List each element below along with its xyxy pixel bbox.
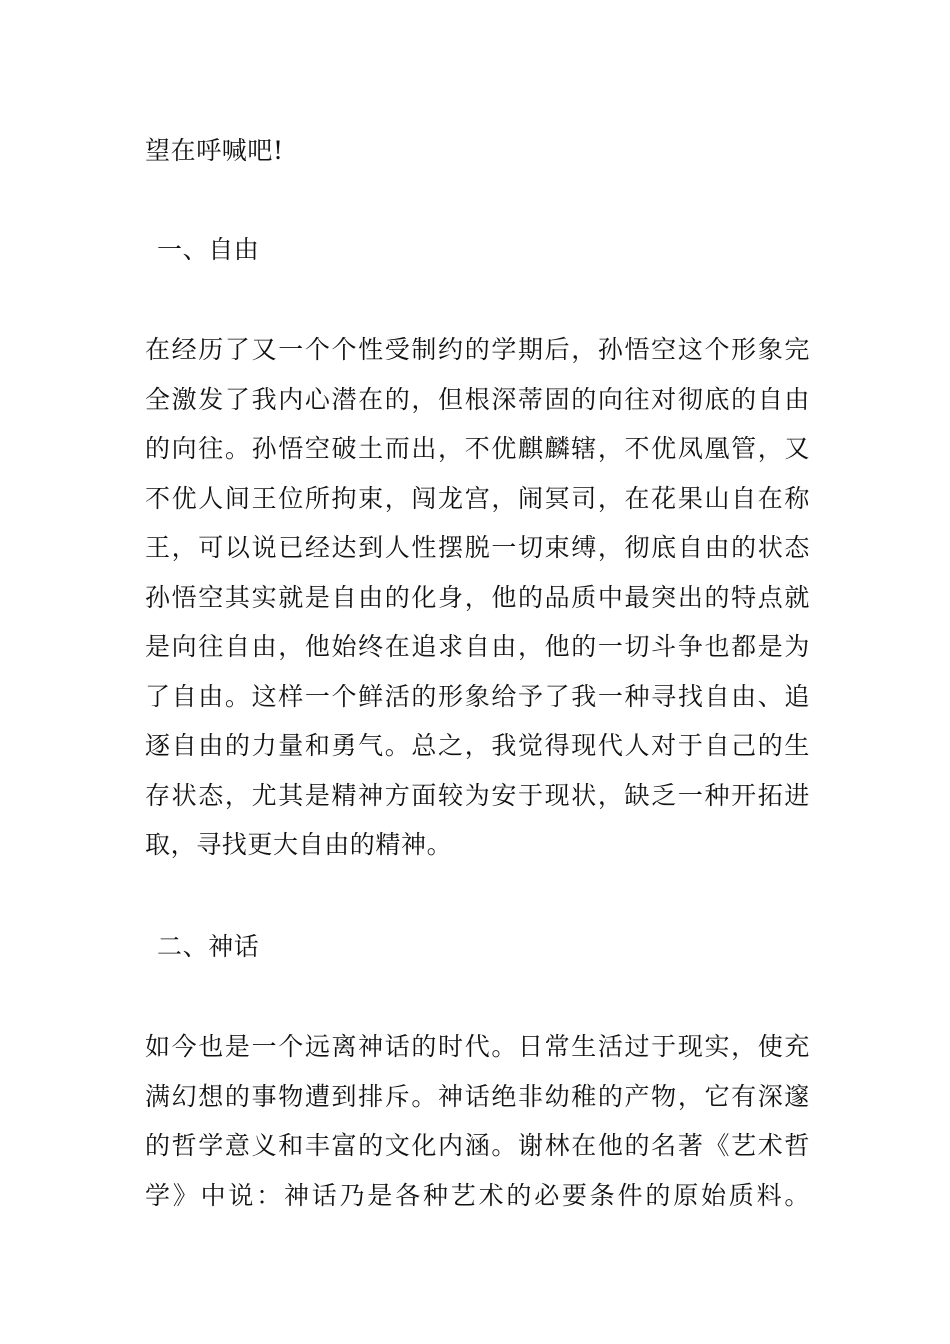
section-heading-myth: 二、神话 [157, 932, 260, 961]
paragraph-line: 是向往自由，他始终在追求自由，他的一切斗争也都是为 [145, 632, 810, 661]
paragraph-line: 的向往。孙悟空破土而出，不优麒麟辖，不优凤凰管，又 [145, 434, 810, 463]
paragraph-line: 了自由。这样一个鲜活的形象给予了我一种寻找自由、追 [145, 681, 810, 711]
paragraph-myth [145, 1022, 810, 1220]
intro-tail-text: 望在呼喊吧! [145, 136, 284, 165]
paragraph-line: 的哲学意义和丰富的文化内涵。谢林在他的名著《艺术哲 [145, 1131, 810, 1160]
paragraph-line: 存状态，尤其是精神方面较为安于现状，缺乏一种开拓进 [145, 780, 810, 810]
paragraph-line: 在经历了又一个个性受制约的学期后，孙悟空这个形象完 [145, 335, 810, 364]
paragraph-line: 逐自由的力量和勇气。总之，我觉得现代人对于自己的生 [145, 731, 810, 760]
paragraph-line: 取，寻找更大自由的精神。 [145, 830, 453, 859]
paragraph-freedom [145, 325, 810, 870]
paragraph-line: 满幻想的事物遭到排斥。神话绝非幼稚的产物，它有深邃 [145, 1081, 810, 1111]
paragraph-line: 如今也是一个远离神话的时代。日常生活过于现实，使充 [145, 1032, 810, 1061]
paragraph-line: 不优人间王位所拘束，闯龙宫，闹冥司，在花果山自在称 [145, 483, 810, 513]
paragraph-line: 王，可以说已经达到人性摆脱一切束缚，彻底自由的状态 [145, 533, 810, 562]
paragraph-line: 孙悟空其实就是自由的化身，他的品质中最突出的特点就 [145, 582, 810, 612]
paragraph-line: 学》中说：神话乃是各种艺术的必要条件的原始质料。 [145, 1180, 810, 1210]
paragraph-line: 全激发了我内心潜在的，但根深蒂固的向往对彻底的自由 [145, 384, 810, 414]
section-heading-freedom: 一、自由 [157, 235, 260, 264]
